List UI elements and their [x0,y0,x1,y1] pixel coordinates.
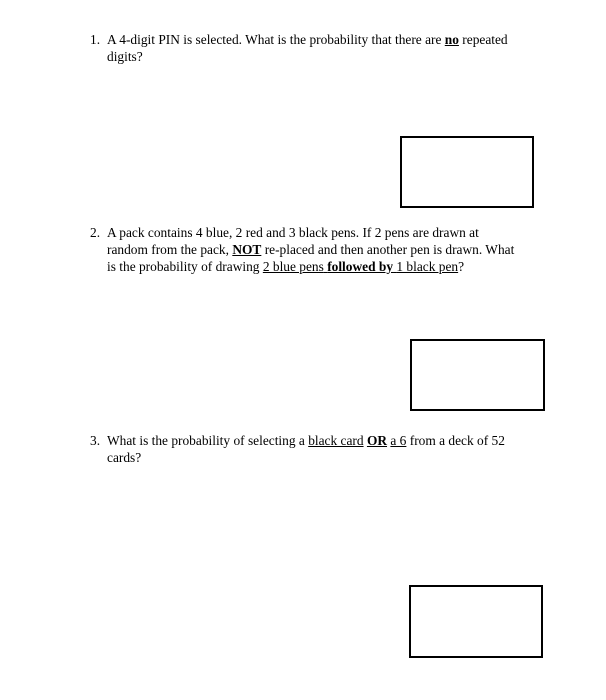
question-3-line-2: cards? [107,450,142,465]
emphasis-followed-by: followed by [327,259,394,274]
question-2-number: 2. [90,225,101,240]
underline-black-card: black card [308,433,364,448]
underline-1-black-pen: 1 black pen [396,259,459,274]
question-1-number: 1. [90,32,101,47]
question-3-line-1: What is the probability of selecting a black card OR a 6 from a deck of 52 [107,433,505,448]
emphasis-or: OR [366,433,388,448]
question-3-number: 3. [90,433,101,448]
question-3 [90,432,530,466]
question-2-line-2: random from the pack, NOT re-placed and then another pen is drawn. What [107,242,515,257]
emphasis-not: NOT [232,242,262,257]
question-2-text [107,224,530,275]
question-2 [90,224,530,275]
answer-box-1[interactable] [400,136,534,208]
underline-a-6: a 6 [390,433,407,448]
question-1-line-1: A 4-digit PIN is selected. What is the probability that there are no repeated [107,32,508,47]
question-3-text [107,432,530,466]
question-2-line-3: is the probability of drawing 2 blue pens followed by 1 black pen? [107,259,465,274]
question-1-line-2: digits? [107,49,143,64]
question-2-line-1: A pack contains 4 blue, 2 red and 3 black pens. If 2 pens are drawn at [107,225,479,240]
underline-2-blue-pens: 2 blue pens [262,259,324,274]
answer-box-3[interactable] [409,585,543,658]
answer-box-2[interactable] [410,339,545,411]
emphasis-no: no [444,32,459,47]
question-1-text [107,31,530,65]
question-1 [90,31,530,65]
